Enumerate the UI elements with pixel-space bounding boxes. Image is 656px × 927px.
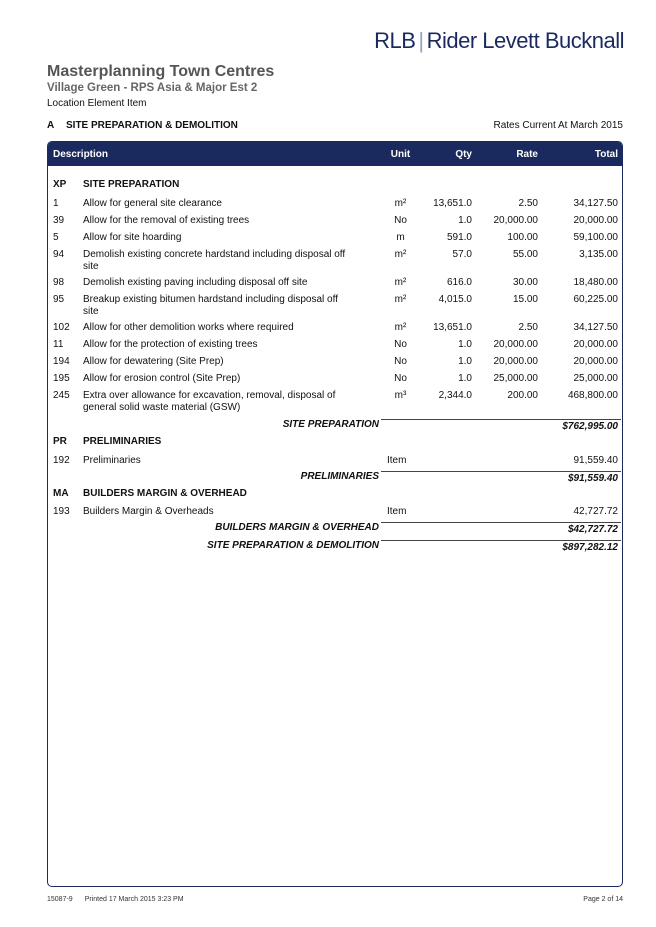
logo-separator: | (418, 28, 424, 53)
item-unit: Item (387, 506, 407, 517)
item-description: Allow for the removal of existing trees (83, 215, 250, 226)
item-qty: 1.0 (458, 215, 472, 226)
item-qty: 13,651.0 (433, 322, 472, 333)
item-rate: 2.50 (518, 322, 538, 333)
item-qty: 2,344.0 (438, 390, 472, 401)
item-code: 245 (53, 390, 70, 401)
subtotal-label-preliminaries: PRELIMINARIES (300, 471, 379, 482)
item-code: 98 (53, 277, 65, 288)
item-rate: 30.00 (512, 277, 538, 288)
item-qty: 1.0 (458, 373, 472, 384)
item-total: 34,127.50 (573, 198, 618, 209)
item-code: 194 (53, 356, 70, 367)
col-unit-header: Unit (390, 149, 411, 160)
item-description: Extra over allowance for excavation, removal, disposal of (83, 390, 336, 401)
item-code: 5 (53, 232, 59, 243)
item-description-cont: site (83, 261, 99, 272)
subtotal-rule (381, 471, 621, 472)
item-description: Allow for erosion control (Site Prep) (83, 373, 241, 384)
item-description: Allow for site hoarding (83, 232, 182, 243)
col-qty-header: Qty (455, 149, 472, 160)
item-description: Demolish existing concrete hardstand including disposal off (83, 249, 346, 260)
item-unit: No (394, 215, 407, 226)
page-footer (47, 896, 623, 903)
item-code: 39 (53, 215, 65, 226)
report-subtitle: Village Green - RPS Asia & Major Est 2 (47, 82, 258, 94)
item-unit: m³ (394, 390, 407, 401)
item-qty: 616.0 (446, 277, 472, 288)
item-unit: m² (394, 198, 407, 209)
item-code: 195 (53, 373, 70, 384)
item-code: 11 (53, 339, 64, 350)
item-description: Builders Margin & Overheads (83, 506, 214, 517)
item-unit: m (396, 232, 405, 243)
item-qty: 1.0 (458, 356, 472, 367)
item-unit: m² (394, 294, 407, 305)
page-number: Page 2 of 14 (583, 896, 623, 903)
col-rate-header: Rate (516, 149, 538, 160)
subtotal-site-preparation: $762,995.00 (562, 421, 618, 432)
item-unit: m² (394, 322, 407, 333)
subtotal-label-builders-margin: BUILDERS MARGIN & OVERHEAD (215, 522, 379, 533)
item-total: 34,127.50 (573, 322, 618, 333)
item-total: 59,100.00 (573, 232, 618, 243)
item-code: 94 (53, 249, 65, 260)
subtotal-rule (381, 419, 621, 420)
section-heading (47, 120, 623, 131)
item-rate: 2.50 (518, 198, 538, 209)
item-description-cont: site (83, 306, 99, 317)
item-description: Allow for other demolition works where required (83, 322, 294, 333)
item-total: 3,135.00 (579, 249, 618, 260)
item-description: Allow for general site clearance (83, 198, 222, 209)
group-name: BUILDERS MARGIN & OVERHEAD (83, 488, 247, 499)
item-total: 468,800.00 (567, 390, 618, 401)
subtotal-rule (381, 522, 621, 523)
item-rate: 200.00 (507, 390, 538, 401)
printed-date: Printed 17 March 2015 3:23 PM (84, 896, 184, 903)
rlb-logo (374, 28, 624, 54)
item-unit: m² (394, 277, 407, 288)
item-code: 193 (53, 506, 70, 517)
item-rate: 55.00 (512, 249, 538, 260)
rates-note: Rates Current At March 2015 (493, 120, 623, 131)
item-description: Preliminaries (83, 455, 141, 466)
table-header (48, 142, 622, 166)
item-total: 25,000.00 (573, 373, 618, 384)
group-code: MA (53, 488, 69, 499)
item-qty: 57.0 (452, 249, 472, 260)
document-number: 15087-9 (47, 896, 73, 903)
section-total: $897,282.12 (562, 542, 618, 553)
subtotal-preliminaries: $91,559.40 (567, 473, 618, 484)
item-unit: m² (394, 249, 407, 260)
item-qty: 1.0 (458, 339, 472, 350)
section-total-label: SITE PREPARATION & DEMOLITION (207, 540, 379, 551)
item-description: Breakup existing bitumen hardstand including disposal off (83, 294, 338, 305)
item-unit: No (394, 339, 407, 350)
item-description: Allow for dewatering (Site Prep) (83, 356, 224, 367)
item-code: 102 (53, 322, 70, 333)
item-rate: 100.00 (507, 232, 538, 243)
item-rate: 20,000.00 (493, 339, 538, 350)
logo-name: Rider Levett Bucknall (426, 28, 624, 53)
group-code: PR (53, 436, 67, 447)
item-rate: 25,000.00 (493, 373, 538, 384)
item-total: 20,000.00 (573, 356, 618, 367)
item-unit: Item (387, 455, 407, 466)
item-code: 192 (53, 455, 70, 466)
item-total: 20,000.00 (573, 215, 618, 226)
item-total: 91,559.40 (573, 455, 618, 466)
report-title: Masterplanning Town Centres (47, 63, 275, 80)
item-description: Demolish existing paving including disposal off site (83, 277, 308, 288)
item-total: 60,225.00 (573, 294, 618, 305)
group-name: PRELIMINARIES (83, 436, 162, 447)
item-rate: 15.00 (512, 294, 538, 305)
section-code: A (47, 120, 55, 131)
col-total-header: Total (594, 149, 618, 160)
item-total: 20,000.00 (573, 339, 618, 350)
section-name: SITE PREPARATION & DEMOLITION (66, 120, 238, 131)
item-code: 1 (53, 198, 59, 209)
section-total-rule (381, 540, 621, 541)
group-code: XP (53, 179, 67, 190)
subtotal-builders-margin: $42,727.72 (567, 524, 618, 535)
item-qty: 591.0 (446, 232, 472, 243)
logo-abbr: RLB (374, 28, 416, 53)
item-unit: No (394, 356, 407, 367)
cost-table (47, 141, 623, 887)
subtotal-label-site-preparation: SITE PREPARATION (282, 419, 379, 430)
item-qty: 4,015.0 (438, 294, 472, 305)
location-label: Location Element Item (47, 98, 147, 109)
col-description-header: Description (53, 149, 109, 160)
group-name: SITE PREPARATION (83, 179, 180, 190)
section-title (47, 120, 238, 131)
item-rate: 20,000.00 (493, 215, 538, 226)
item-total: 42,727.72 (573, 506, 618, 517)
item-unit: No (394, 373, 407, 384)
item-description-cont: general solid waste material (GSW) (83, 402, 241, 413)
item-rate: 20,000.00 (493, 356, 538, 367)
item-code: 95 (53, 294, 65, 305)
item-qty: 13,651.0 (433, 198, 472, 209)
item-description: Allow for the protection of existing trees (83, 339, 258, 350)
item-total: 18,480.00 (573, 277, 618, 288)
